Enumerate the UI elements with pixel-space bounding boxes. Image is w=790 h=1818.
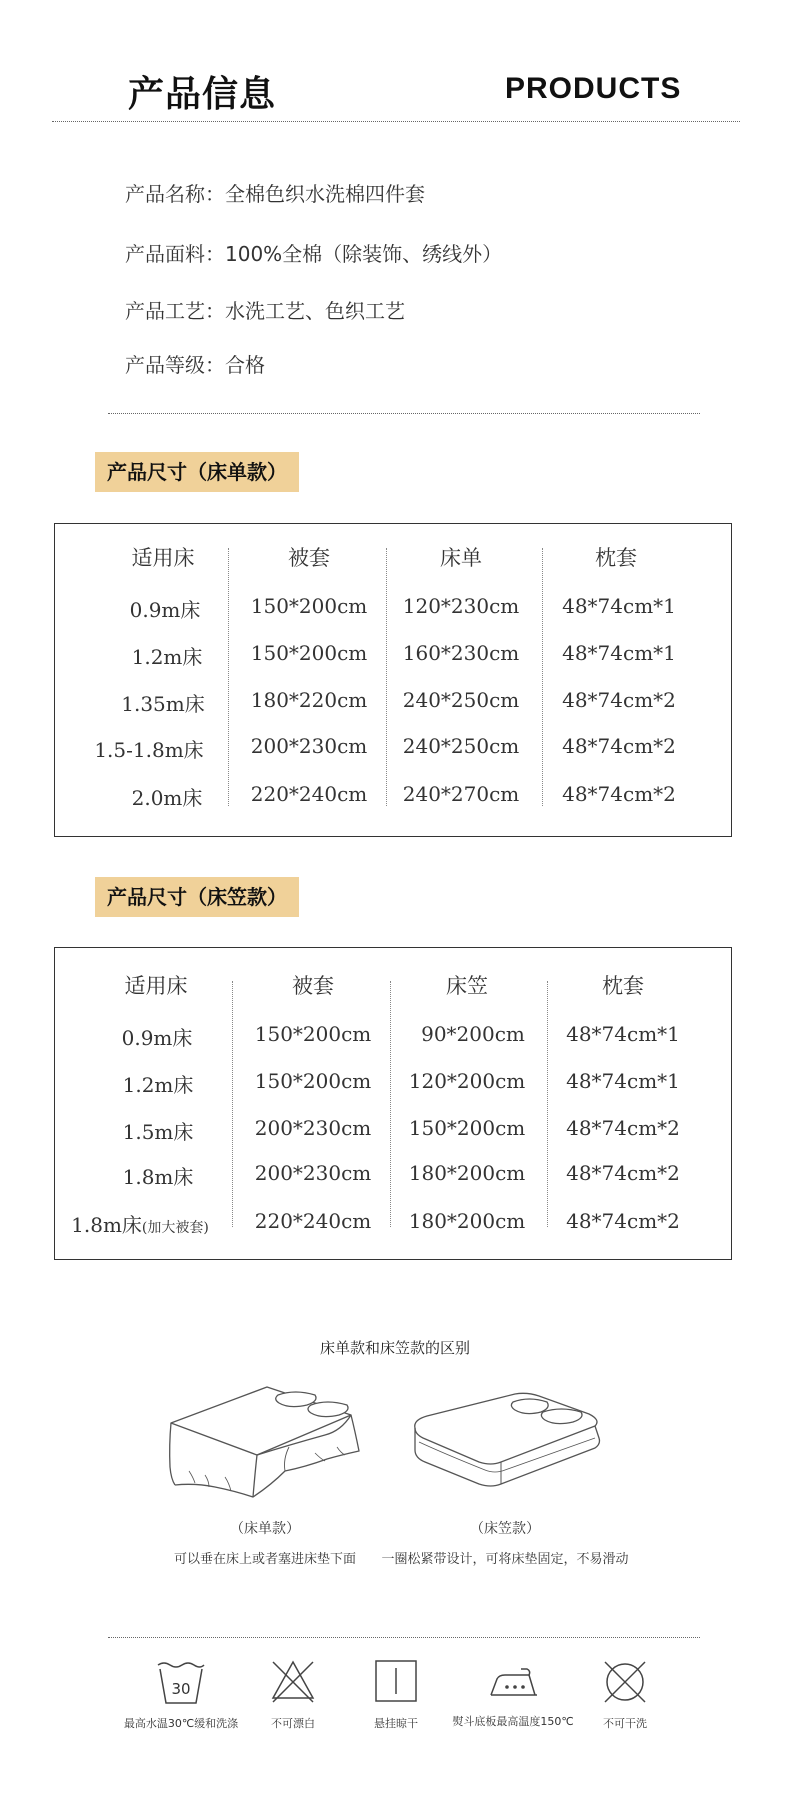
table-cell <box>71 1209 209 1238</box>
table-cell: 90*200cm <box>421 1022 525 1046</box>
flat-sheet-label: （床单款） <box>230 1521 300 1537</box>
info-value: 水洗工艺、色织工艺 <box>225 299 405 323</box>
iron-dot <box>513 1685 517 1689</box>
table-cell: 48*74cm*1 <box>562 594 676 618</box>
table-cell: 150*200cm <box>250 594 368 618</box>
table-cell: 150*200cm <box>254 1069 372 1093</box>
column-divider <box>228 548 229 806</box>
table-cell: 220*240cm <box>254 1209 372 1233</box>
table-cell: 150*200cm <box>254 1022 372 1046</box>
care-label: 最高水温30℃缓和洗涤 <box>123 1717 239 1730</box>
care-label: 不可干洗 <box>603 1717 647 1730</box>
table-cell: 0.9m床 <box>121 1026 193 1050</box>
wash-temperature-number: 30 <box>171 1680 191 1698</box>
column-divider <box>232 981 233 1227</box>
table-cell: 48*74cm*1 <box>566 1069 680 1093</box>
table-cell: 120*230cm <box>402 594 520 618</box>
info-value: 100%全棉（除装饰、绣线外） <box>225 242 503 266</box>
section-badge-fitted: 产品尺寸（床笠款） <box>95 877 299 917</box>
info-value: 全棉色织水洗棉四件套 <box>225 182 425 206</box>
table-cell: 180*200cm <box>408 1161 526 1185</box>
info-row-craft <box>125 295 405 324</box>
iron-dot <box>521 1685 525 1689</box>
table-cell: 1.5-1.8m床 <box>94 738 204 762</box>
section-badge-flat: 产品尺寸（床单款） <box>95 452 299 492</box>
info-divider <box>108 413 700 414</box>
header-divider <box>52 121 740 122</box>
column-divider <box>390 981 391 1227</box>
table-cell: 48*74cm*2 <box>566 1209 680 1233</box>
fitted-sheet-description: 一圈松紧带设计，可将床垫固定，不易滑动 <box>381 1552 629 1567</box>
table-cell: 48*74cm*1 <box>566 1022 680 1046</box>
column-header: 枕套 <box>602 974 644 998</box>
table-cell: 120*200cm <box>408 1069 526 1093</box>
care-divider <box>108 1637 700 1638</box>
table-cell: 1.35m床 <box>121 692 205 716</box>
iron-150-icon <box>487 1665 543 1701</box>
column-header: 适用床 <box>124 974 188 998</box>
table-cell: 48*74cm*1 <box>562 641 676 665</box>
table-cell: 2.0m床 <box>131 786 203 810</box>
table-cell: 1.8m床 <box>122 1165 194 1189</box>
iron-dot <box>505 1685 509 1689</box>
column-header: 床单 <box>440 546 482 570</box>
fitted-sheet-label: （床笠款） <box>470 1521 540 1537</box>
info-row-fabric <box>125 238 502 267</box>
table-cell-note: (加大被套) <box>141 1220 209 1236</box>
table-cell: 48*74cm*2 <box>562 782 676 806</box>
table-cell: 48*74cm*2 <box>566 1116 680 1140</box>
care-label: 熨斗底板最高温度150℃ <box>452 1715 574 1728</box>
column-divider <box>542 548 543 806</box>
table-cell: 220*240cm <box>250 782 368 806</box>
wash-30-icon <box>156 1661 206 1707</box>
size-table-flat <box>54 523 732 837</box>
column-divider <box>547 981 548 1227</box>
column-divider <box>386 548 387 806</box>
column-header: 床笠 <box>446 974 488 998</box>
flat-sheet-illustration <box>165 1375 365 1505</box>
no-dry-clean-icon <box>601 1658 649 1706</box>
flat-sheet-description: 可以垂在床上或者塞进床垫下面 <box>173 1552 356 1567</box>
column-header: 枕套 <box>595 546 637 570</box>
info-label: 产品等级： <box>125 353 225 377</box>
table-cell: 200*230cm <box>250 734 368 758</box>
table-cell: 240*270cm <box>402 782 520 806</box>
table-cell: 48*74cm*2 <box>566 1161 680 1185</box>
size-table-fitted <box>54 947 732 1260</box>
column-header: 被套 <box>292 974 334 998</box>
page-title: 产品信息 <box>128 74 277 115</box>
table-cell: 200*230cm <box>254 1161 372 1185</box>
table-cell-text: 1.8m床 <box>71 1213 142 1237</box>
info-row-grade <box>125 349 265 378</box>
table-cell: 200*230cm <box>254 1116 372 1140</box>
difference-title: 床单款和床笠款的区别 <box>319 1339 470 1357</box>
no-bleach-icon <box>269 1658 317 1704</box>
info-label: 产品面料： <box>125 242 225 266</box>
table-cell: 1.2m床 <box>131 645 203 669</box>
table-cell: 48*74cm*2 <box>562 734 676 758</box>
table-cell: 1.2m床 <box>122 1073 194 1097</box>
table-cell: 240*250cm <box>402 734 520 758</box>
info-label: 产品名称： <box>125 182 225 206</box>
page-title-en: PRODUCTS <box>505 72 682 105</box>
column-header: 适用床 <box>131 546 195 570</box>
hang-dry-icon <box>372 1658 420 1704</box>
table-cell: 240*250cm <box>402 688 520 712</box>
info-value: 合格 <box>225 353 265 377</box>
table-cell: 150*200cm <box>408 1116 526 1140</box>
table-cell: 150*200cm <box>250 641 368 665</box>
table-cell: 0.9m床 <box>129 598 201 622</box>
care-label: 不可漂白 <box>271 1717 315 1730</box>
table-cell: 180*200cm <box>408 1209 526 1233</box>
column-header: 被套 <box>288 546 330 570</box>
fitted-sheet-illustration <box>405 1380 605 1500</box>
info-row-name <box>125 178 425 207</box>
table-cell: 160*230cm <box>402 641 520 665</box>
table-cell: 48*74cm*2 <box>562 688 676 712</box>
info-label: 产品工艺： <box>125 299 225 323</box>
care-label: 悬挂晾干 <box>374 1717 418 1730</box>
table-cell: 1.5m床 <box>122 1120 194 1144</box>
table-cell: 180*220cm <box>250 688 368 712</box>
